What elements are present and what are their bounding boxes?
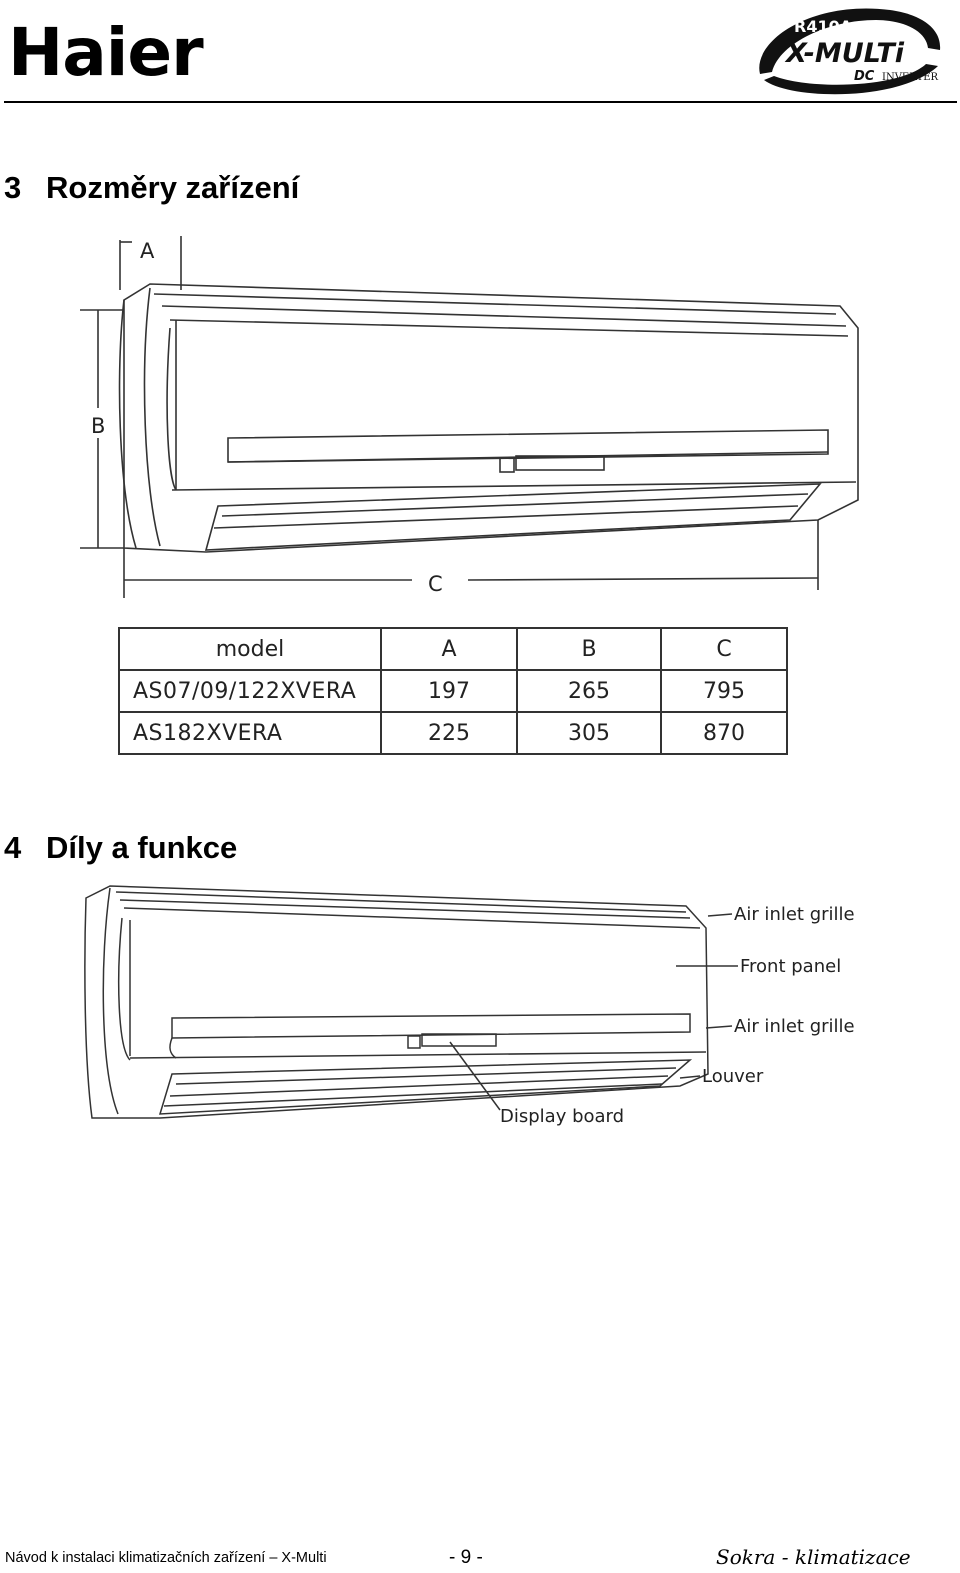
column-header-a: A bbox=[381, 628, 517, 670]
footer-company: Sokra - klimatizace bbox=[716, 1545, 911, 1569]
model-cell: AS07/09/122XVERA bbox=[119, 670, 381, 712]
indoor-unit-outline bbox=[85, 886, 738, 1118]
section-3-heading bbox=[4, 170, 299, 206]
parts-drawing bbox=[0, 878, 960, 1138]
inverter-text: INVERTER bbox=[882, 72, 939, 83]
series-text: X-MULTi bbox=[786, 38, 905, 69]
label-display-board: Display board bbox=[500, 1106, 625, 1127]
haier-logo: Haier bbox=[8, 14, 203, 91]
table-row bbox=[119, 712, 787, 754]
section-number: 3 bbox=[4, 170, 22, 205]
footer-document-title: Návod k instalaci klimatizačních zařízení – X-Multi bbox=[5, 1550, 327, 1566]
dimension-a-label: A bbox=[140, 239, 155, 263]
dimensions-table bbox=[118, 627, 788, 755]
column-header-model: model bbox=[119, 628, 381, 670]
dimension-c-label: C bbox=[428, 572, 443, 596]
c-cell: 795 bbox=[661, 670, 787, 712]
section-4-heading bbox=[4, 830, 237, 866]
indoor-unit-outline bbox=[80, 236, 858, 598]
refrigerant-text: R410A bbox=[794, 17, 853, 36]
x-multi-inverter-logo bbox=[750, 2, 946, 100]
a-cell: 197 bbox=[381, 670, 517, 712]
column-header-b: B bbox=[517, 628, 661, 670]
label-louver: Louver bbox=[702, 1066, 764, 1087]
label-air-inlet-grille-top: Air inlet grille bbox=[734, 904, 855, 925]
dimension-b-label: B bbox=[91, 414, 106, 438]
label-air-inlet-grille-mid: Air inlet grille bbox=[734, 1016, 855, 1037]
section-title: Díly a funkce bbox=[46, 830, 238, 865]
header-divider bbox=[4, 101, 957, 103]
model-cell: AS182XVERA bbox=[119, 712, 381, 754]
b-cell: 305 bbox=[517, 712, 661, 754]
footer-page-number: - 9 - bbox=[449, 1547, 483, 1568]
b-cell: 265 bbox=[517, 670, 661, 712]
dimension-drawing bbox=[0, 228, 960, 608]
section-number: 4 bbox=[4, 830, 22, 865]
label-front-panel: Front panel bbox=[740, 956, 842, 977]
table-header-row bbox=[119, 628, 787, 670]
c-cell: 870 bbox=[661, 712, 787, 754]
column-header-c: C bbox=[661, 628, 787, 670]
dc-text: DC bbox=[854, 69, 875, 84]
table-row bbox=[119, 670, 787, 712]
section-title: Rozměry zařízení bbox=[46, 170, 300, 205]
a-cell: 225 bbox=[381, 712, 517, 754]
